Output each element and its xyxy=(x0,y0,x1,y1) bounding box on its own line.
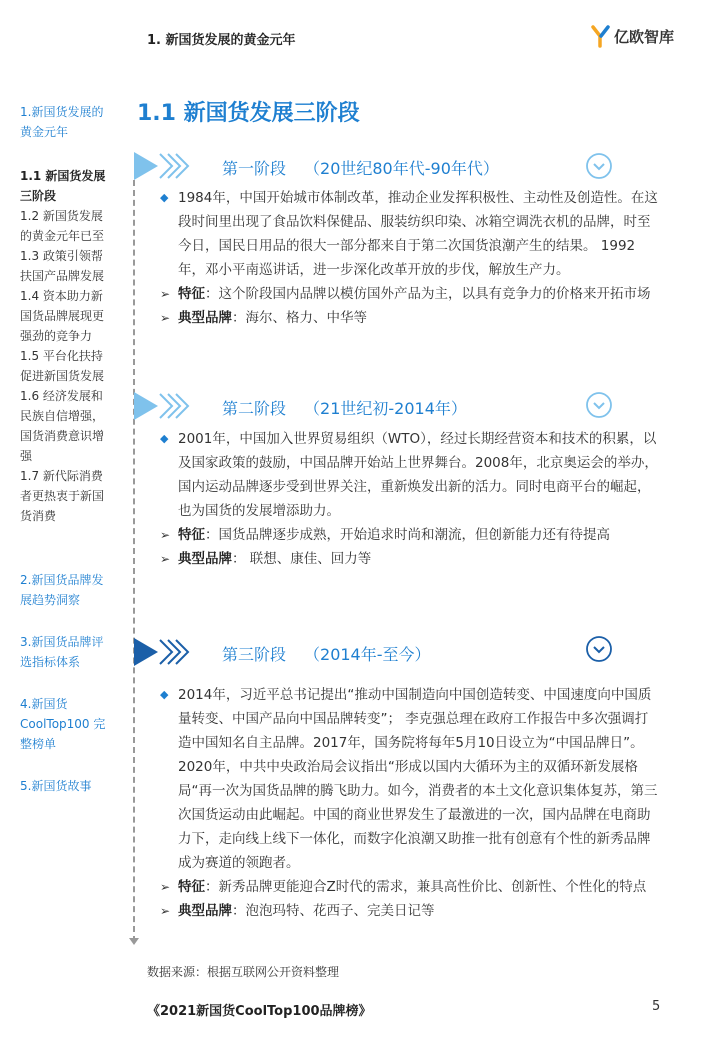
stage-1-body xyxy=(160,186,660,330)
timeline-line xyxy=(133,180,135,942)
diamond-bullet-icon: ◆ xyxy=(160,432,169,445)
stage-2-brands: ➢ 典型品牌： 联想、康佳、回力等 xyxy=(160,547,660,571)
toc-item-1-3[interactable]: 1.3 政策引领帮扶国产品牌发展 xyxy=(20,249,105,283)
toc-item-chapter-4[interactable]: 4.新国货 CoolTop100 完整榜单 xyxy=(20,697,106,751)
stage-2-feature: ➢ 特征：国货品牌逐步成熟，开始追求时尚和潮流，但创新能力还有待提高 xyxy=(160,523,660,547)
brand-logo xyxy=(590,24,674,48)
timeline-arrow-end-icon xyxy=(129,938,139,945)
arrow-bullet-icon: ➢ xyxy=(160,552,171,566)
footer-report-title: 《2021新国货CoolTop100品牌榜》 xyxy=(147,1004,372,1019)
toc-item-1-7[interactable]: 1.7 新代际消费者更热衷于新国货消费 xyxy=(20,469,105,523)
stage-3-feature: ➢ 特征：新秀品牌更能迎合Z时代的需求，兼具高性价比、创新性、个性化的特点 xyxy=(160,875,660,899)
stage-1-name: 第一阶段 xyxy=(222,159,287,178)
toc-item-1-4[interactable]: 1.4 资本助力新国货品牌展现更强劲的竞争力 xyxy=(20,289,105,343)
diamond-bullet-icon: ◆ xyxy=(160,191,169,204)
stage-1-brands: ➢ 典型品牌：海尔、格力、中华等 xyxy=(160,306,660,330)
stage-1-paragraph: ◆ 1984年，中国开始城市体制改革，推动企业发挥积极性、主动性及创造性。在这段时间里出现了食品饮料保健品、服装纺织印染、冰箱空调洗衣机的品牌，时至今日，国民日用品的很大一部分都来自于第二次国货浪潮产生的结果。 1992年，邓小平南巡讲话，进一步深化改革开放的步伐，解放生产力。 xyxy=(160,186,660,282)
stage-1-heading xyxy=(222,156,499,179)
stage-1-period: （20世纪80年代-90年代） xyxy=(304,159,499,178)
stage-2-period: （21世纪初-2014年） xyxy=(304,399,467,418)
arrow-bullet-icon: ➢ xyxy=(160,528,171,542)
diamond-bullet-icon: ◆ xyxy=(160,688,169,701)
toc-item-1-6[interactable]: 1.6 经济发展和民族自信增强，国货消费意识增强 xyxy=(20,389,105,463)
toc-item-chapter-2[interactable]: 2.新国货品牌发展趋势洞察 xyxy=(20,573,104,607)
page-number: 5 xyxy=(652,999,661,1014)
stage-2-body xyxy=(160,427,660,571)
stage-1-feature: ➢ 特征：这个阶段国内品牌以模仿国外产品为主，以具有竞争力的价格来开拓市场 xyxy=(160,282,660,306)
stage-3-period: （2014年-至今） xyxy=(304,645,431,664)
logo-mark-icon xyxy=(590,24,612,48)
stage-3-heading xyxy=(222,642,431,665)
stage-3-body xyxy=(160,683,660,923)
stage-2-name: 第二阶段 xyxy=(222,399,287,418)
stage-3-paragraph: ◆ 2014年，习近平总书记提出“推动中国制造向中国创造转变、中国速度向中国质量转变、中国产品向中国品牌转变”； 李克强总理在政府工作报告中多次强调打造中国知名自主品牌。2017年，国务院将每年5月10日设立为“中国品牌日”。 2020年，中共中央政治局会议指出“形成以国内大循环为主的双循环新发展格局“再一次为国货品牌的腾飞助力。如今，消费者的本土文化意识集体复苏，第三次国货运动由此崛起。中国的商业世界发生了最激进的一次，国内品牌在电商助力下，走向线上线下一体化，而数字化浪潮又助推一批有创意有个性的新秀品牌成为赛道的领跑者。 xyxy=(160,683,660,875)
arrow-bullet-icon: ➢ xyxy=(160,311,171,325)
arrow-bullet-icon: ➢ xyxy=(160,904,171,918)
header-chapter-title: 1. 新国货发展的黄金元年 xyxy=(147,33,296,48)
toc-item-1-1[interactable]: 1.1 新国货发展三阶段 xyxy=(20,169,106,203)
stage-2-collapse-icon[interactable] xyxy=(585,391,613,419)
toc-item-1-5[interactable]: 1.5 平台化扶持促进新国货发展 xyxy=(20,349,105,383)
stage-3-collapse-icon[interactable] xyxy=(585,635,613,663)
toc-item-chapter-3[interactable]: 3.新国货品牌评选指标体系 xyxy=(20,635,104,669)
toc-sidebar xyxy=(20,102,112,796)
stage-2-paragraph: ◆ 2001年，中国加入世界贸易组织（WTO），经过长期经营资本和技术的积累，以及国家政策的鼓励，中国品牌开始站上世界舞台。2008年，北京奥运会的举办，国内运动品牌逐步受到世界关注，重新焕发出新的活力。同时电商平台的崛起，也为国货的发展增添助力。 xyxy=(160,427,660,523)
stage-3-name: 第三阶段 xyxy=(222,645,287,664)
stage-2-arrows-icon xyxy=(134,390,194,422)
section-title: 1.1 新国货发展三阶段 xyxy=(137,101,360,126)
stage-1-collapse-icon[interactable] xyxy=(585,152,613,180)
data-source-note: 数据来源：根据互联网公开资料整理 xyxy=(147,965,340,979)
toc-item-chapter-1[interactable]: 1.新国货发展的黄金元年 xyxy=(20,105,104,139)
stage-3-brands: ➢ 典型品牌：泡泡玛特、花西子、完美日记等 xyxy=(160,899,660,923)
stage-3-arrows-icon xyxy=(134,636,194,668)
arrow-bullet-icon: ➢ xyxy=(160,287,171,301)
stage-2-heading xyxy=(222,396,467,419)
toc-item-chapter-5[interactable]: 5.新国货故事 xyxy=(20,779,92,793)
arrow-bullet-icon: ➢ xyxy=(160,880,171,894)
toc-item-1-2[interactable]: 1.2 新国货发展的黄金元年已至 xyxy=(20,209,105,243)
stage-1-arrows-icon xyxy=(134,150,194,182)
logo-text: 亿欧智库 xyxy=(614,27,675,46)
